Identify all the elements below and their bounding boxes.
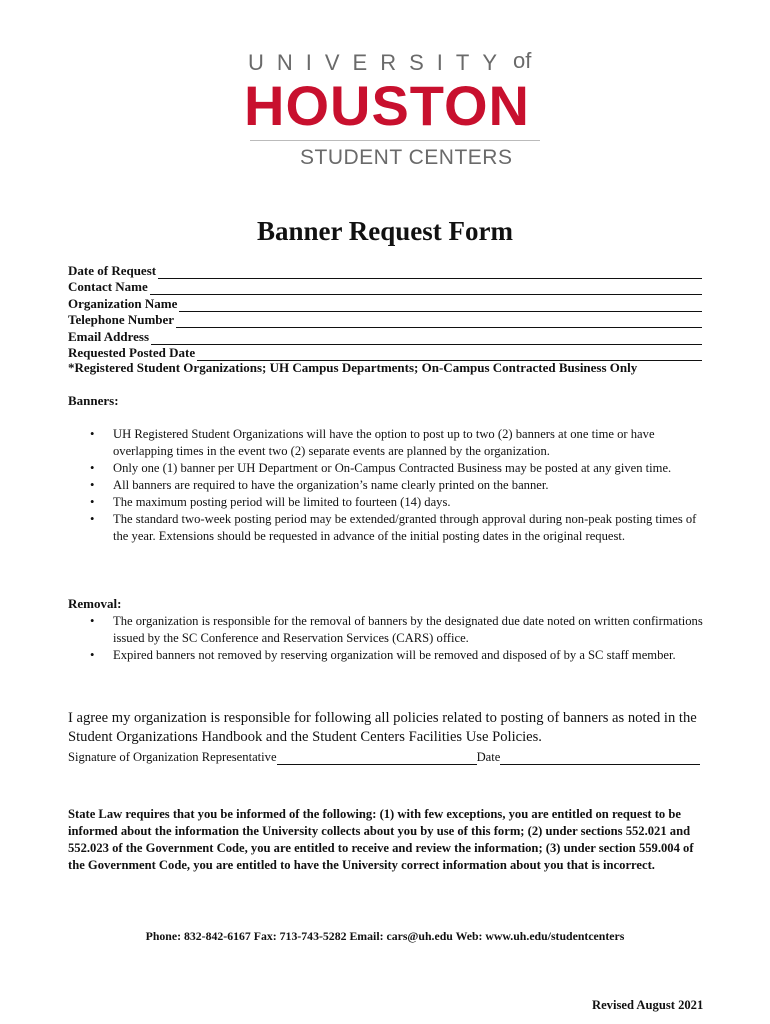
agreement-statement: I agree my organization is responsible for following all policies related to posting of banners as noted in the Student Organizations Handbook and the Student Centers Facilities Use Policies. [68, 710, 697, 745]
field-label: Date of Request [68, 262, 157, 278]
list-item: • UH Registered Student Organizations will have the option to post up to two (2) banners at one time or have overlapping times in the event two (2) separate events are planned by the organization. [68, 426, 708, 460]
page-title: Banner Request Form [257, 216, 513, 246]
field-label: Organization Name [68, 295, 178, 311]
email-address-line[interactable] [151, 332, 702, 345]
date-of-request-line[interactable] [158, 266, 702, 279]
signature-row [68, 750, 700, 765]
date-line[interactable] [500, 752, 700, 765]
telephone-number-line[interactable] [176, 315, 702, 328]
field-label: Telephone Number [68, 312, 175, 327]
removal-list [68, 613, 708, 664]
logo-university-text: UNIVERSITY [248, 50, 511, 75]
list-item: • The standard two-week posting period may be extended/granted through approval during non-peak posting times of the year. Extensions should be requested in advance of the initial posting dates in the original request. [68, 511, 708, 545]
list-item: • Expired banners not removed by reserving organization will be removed and disposed of by a SC staff member. [68, 647, 708, 664]
university-logo [230, 50, 560, 175]
requested-posted-date-field[interactable] [68, 345, 702, 362]
field-label: Email Address [68, 328, 150, 344]
contact-footer: Phone: 832-842-6167 Fax: 713-743-5282 Email: cars@uh.edu Web: www.uh.edu/studentcenters [145, 929, 625, 943]
date-of-request-field[interactable] [68, 262, 702, 279]
logo-student-centers-text: STUDENT CENTERS [300, 146, 513, 169]
organization-name-field[interactable] [68, 295, 702, 312]
logo-divider [250, 140, 540, 141]
signature-label: Signature of Organization Representative [68, 750, 277, 764]
removal-heading: Removal: [68, 596, 122, 611]
date-label: Date [476, 750, 501, 764]
request-fields [68, 262, 702, 361]
logo-houston-text: HOUSTON [244, 74, 530, 137]
state-law-notice: State Law requires that you be informed of the following: (1) with few exceptions, you are entitled on request to be informed about the information the University collects about you by use of this form; (2) under sections 552.021 and 552.023 of the Government Code, you are entitled to receive and review the information; (3) under section 559.004 of the Government Code, you are entitled to have the University correct information about you that is incorrect. [68, 807, 694, 872]
email-address-field[interactable] [68, 328, 702, 345]
telephone-number-field[interactable] [68, 312, 702, 329]
list-item: • Only one (1) banner per UH Department or On-Campus Contracted Business may be posted at any given time. [68, 460, 708, 477]
list-item: • All banners are required to have the organization’s name clearly printed on the banner. [68, 477, 708, 494]
list-item: • The maximum posting period will be limited to fourteen (14) days. [68, 494, 708, 511]
signature-line[interactable] [277, 752, 477, 765]
contact-name-line[interactable] [150, 282, 702, 295]
organization-name-line[interactable] [179, 299, 702, 312]
field-label: Requested Posted Date [68, 345, 196, 360]
banners-heading: Banners: [68, 393, 119, 408]
logo-of-text: of [513, 48, 532, 73]
field-label: Contact Name [68, 279, 148, 294]
revision-date: Revised August 2021 [592, 998, 704, 1012]
contact-name-field[interactable] [68, 279, 702, 296]
banners-list [68, 426, 708, 545]
eligibility-note: *Registered Student Organizations; UH Campus Departments; On-Campus Contracted Business Only [68, 360, 638, 375]
list-item: • The organization is responsible for the removal of banners by the designated due date noted on written confirmations issued by the SC Conference and Reservation Services (CARS) office. [68, 613, 708, 647]
